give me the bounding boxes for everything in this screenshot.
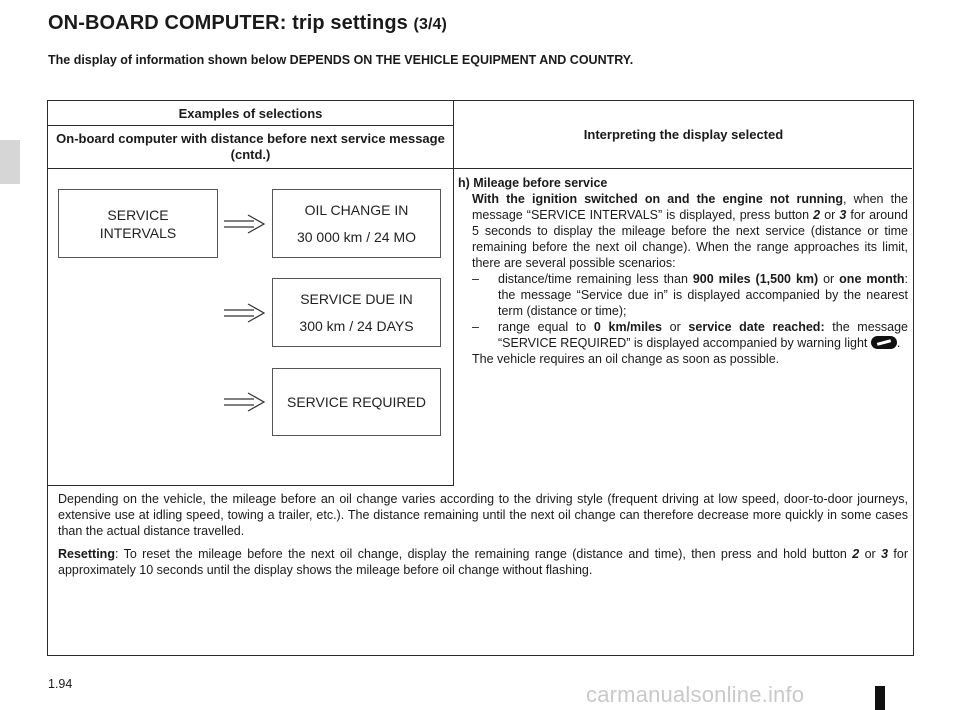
display-oil-change	[272, 189, 441, 258]
display-line: INTERVALS	[99, 224, 177, 241]
scenario-list	[458, 271, 908, 351]
note-paragraph: Depending on the vehicle, the mileage before an oil change varies according to the driving style (frequent driving at low speed, door-to-door journeys, extensive use at idling speed, towing a trailer, etc.). The distance remaining until the next oil change can therefore decrease more quickly in some cases than the actual distance travelled.	[58, 492, 908, 538]
chapter-tab	[0, 140, 20, 184]
list-item: – range equal to 0 km/miles or service date reached: the message “SERVICE REQUIRED” is displayed accompanied by warning light .	[472, 320, 909, 350]
double-arrow-icon	[222, 213, 266, 235]
header-divider	[48, 168, 912, 169]
watermark: carmanualsonline.info	[586, 682, 805, 707]
display-line: OIL CHANGE IN	[304, 202, 409, 218]
display-service-due	[272, 278, 441, 347]
double-arrow-icon	[222, 302, 266, 324]
column-divider	[453, 168, 454, 486]
settings-table	[47, 100, 914, 656]
interpretation-text	[458, 175, 908, 367]
display-line: 30 000 km / 24 MO	[296, 229, 417, 245]
interpretation-paragraph: With the ignition switched on and the engine not running, when the message “SERVICE INTERVALS” is displayed, press button 2 or 3 for around 5 seconds to display the mileage before the next service (distance or time remaining before the next oil change). When the range approaches its limit, there are several possible scenarios:	[472, 192, 909, 270]
page-corner-mark	[875, 686, 885, 710]
row-divider	[48, 485, 453, 486]
header-interpreting: Interpreting the display selected	[453, 101, 913, 168]
double-arrow-icon	[222, 391, 266, 413]
display-line: SERVICE DUE IN	[300, 291, 413, 307]
header-selections: Examples of selections	[48, 101, 453, 126]
display-service-required	[272, 368, 441, 436]
wrench-warning-icon	[871, 336, 897, 349]
interpretation-heading: h) Mileage before service	[458, 176, 608, 190]
bottom-notes	[58, 491, 908, 585]
page-subtitle: The display of information shown below DEPENDS ON THE VEHICLE EQUIPMENT AND COUNTRY.	[48, 53, 634, 67]
page-title: ON-BOARD COMPUTER: trip settings (3/4)	[48, 12, 447, 34]
list-item: – distance/time remaining less than 900 miles (1,500 km) or one month: the message “Service due in” is displayed accompanied by the nearest term (distance or time);	[472, 272, 909, 318]
display-line: SERVICE	[107, 206, 169, 223]
page-number: 1.94	[48, 677, 73, 691]
display-line: SERVICE REQUIRED	[287, 394, 426, 410]
display-service-intervals	[58, 189, 218, 258]
header-subsection: On-board computer with distance before next service message (cntd.)	[56, 131, 445, 162]
page-part: (3/4)	[413, 16, 447, 33]
display-line: 300 km / 24 DAYS	[299, 318, 414, 334]
reset-paragraph: Resetting: To reset the mileage before the next oil change, display the remaining range (distance and time), then press and hold button 2 or 3 for approximately 10 seconds until the display shows the mileage before oil change without flashing.	[58, 547, 908, 577]
interpretation-final: The vehicle requires an oil change as soon as possible.	[472, 352, 780, 366]
